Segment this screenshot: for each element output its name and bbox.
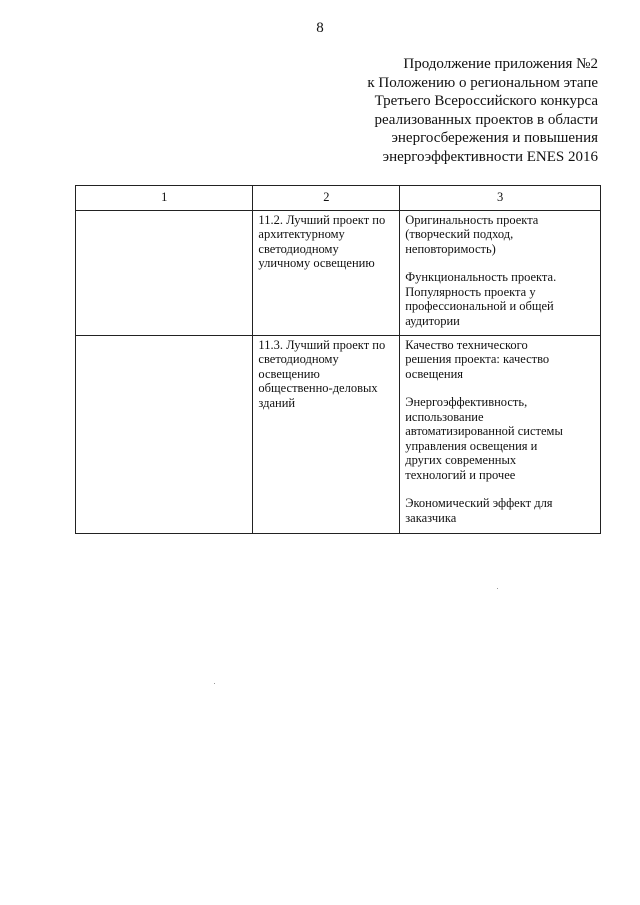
header-line: Продолжение приложения №2 bbox=[403, 56, 598, 72]
nomination-line: архитектурному bbox=[258, 227, 345, 241]
criteria-group bbox=[405, 338, 596, 382]
table-row bbox=[76, 335, 601, 533]
criteria-line: Оригинальность проекта bbox=[405, 212, 539, 227]
table-cell-col1 bbox=[76, 210, 253, 335]
criteria-line: Энергоэффективность, bbox=[405, 395, 528, 409]
nomination-line: уличному освещению bbox=[258, 256, 375, 270]
criteria-group bbox=[405, 395, 596, 482]
criteria-line: автоматизированной системы bbox=[405, 424, 563, 438]
criteria-group bbox=[405, 270, 596, 328]
nomination-cell bbox=[253, 335, 400, 533]
nomination-line: 11.3. Лучший проект по bbox=[258, 337, 386, 352]
header-line: реализованных проектов в области bbox=[374, 111, 598, 128]
criteria-line: Функциональность проекта. bbox=[405, 270, 557, 284]
header-line: энергоэффективности ENES 2016 bbox=[382, 148, 598, 165]
criteria-group bbox=[405, 213, 596, 257]
column-header-1: 1 bbox=[76, 186, 253, 211]
criteria-line: (творческий подход, bbox=[405, 227, 514, 241]
nomination-line: 11.2. Лучший проект по bbox=[258, 212, 386, 227]
criteria-line: Популярность проекта у bbox=[405, 284, 536, 299]
nomination-line: светодиодному bbox=[258, 241, 339, 256]
nomination-cell bbox=[253, 210, 400, 335]
scan-speck bbox=[214, 683, 215, 684]
criteria-line: технологий и прочее bbox=[405, 467, 516, 482]
appendix-header bbox=[298, 55, 598, 166]
nomination-line: зданий bbox=[258, 395, 296, 410]
header-line: к Положению о региональном этапе bbox=[367, 74, 598, 91]
nomination-line: светодиодному bbox=[258, 352, 339, 366]
criteria-table bbox=[75, 185, 601, 534]
criteria-line: неповторимость) bbox=[405, 241, 496, 256]
criteria-line: использование bbox=[405, 409, 484, 424]
criteria-line: заказчика bbox=[405, 510, 457, 525]
criteria-line: освещения bbox=[405, 366, 464, 381]
criteria-line: аудитории bbox=[405, 313, 460, 328]
header-line: энергосбережения и повышения bbox=[391, 130, 598, 146]
table-header-row bbox=[76, 186, 601, 211]
scan-speck bbox=[497, 588, 498, 589]
criteria-group bbox=[405, 496, 596, 525]
criteria-line: решения проекта: качество bbox=[405, 352, 550, 366]
header-line: Третьего Всероссийского конкурса bbox=[374, 93, 598, 109]
page-number: 8 bbox=[316, 20, 324, 36]
criteria-cell bbox=[400, 335, 601, 533]
table-row bbox=[76, 210, 601, 335]
criteria-line: Экономический эффект для bbox=[405, 496, 553, 510]
criteria-line: Качество технического bbox=[405, 337, 528, 352]
criteria-line: управления освещения и bbox=[405, 438, 538, 453]
criteria-line: профессиональной и общей bbox=[405, 299, 554, 313]
nomination-line: общественно-деловых bbox=[258, 381, 378, 395]
criteria-line: других современных bbox=[405, 453, 517, 467]
criteria-cell bbox=[400, 210, 601, 335]
nomination-line: освещению bbox=[258, 366, 320, 381]
column-header-2: 2 bbox=[253, 186, 400, 211]
column-header-3: 3 bbox=[400, 186, 601, 211]
table-cell-col1 bbox=[76, 335, 253, 533]
